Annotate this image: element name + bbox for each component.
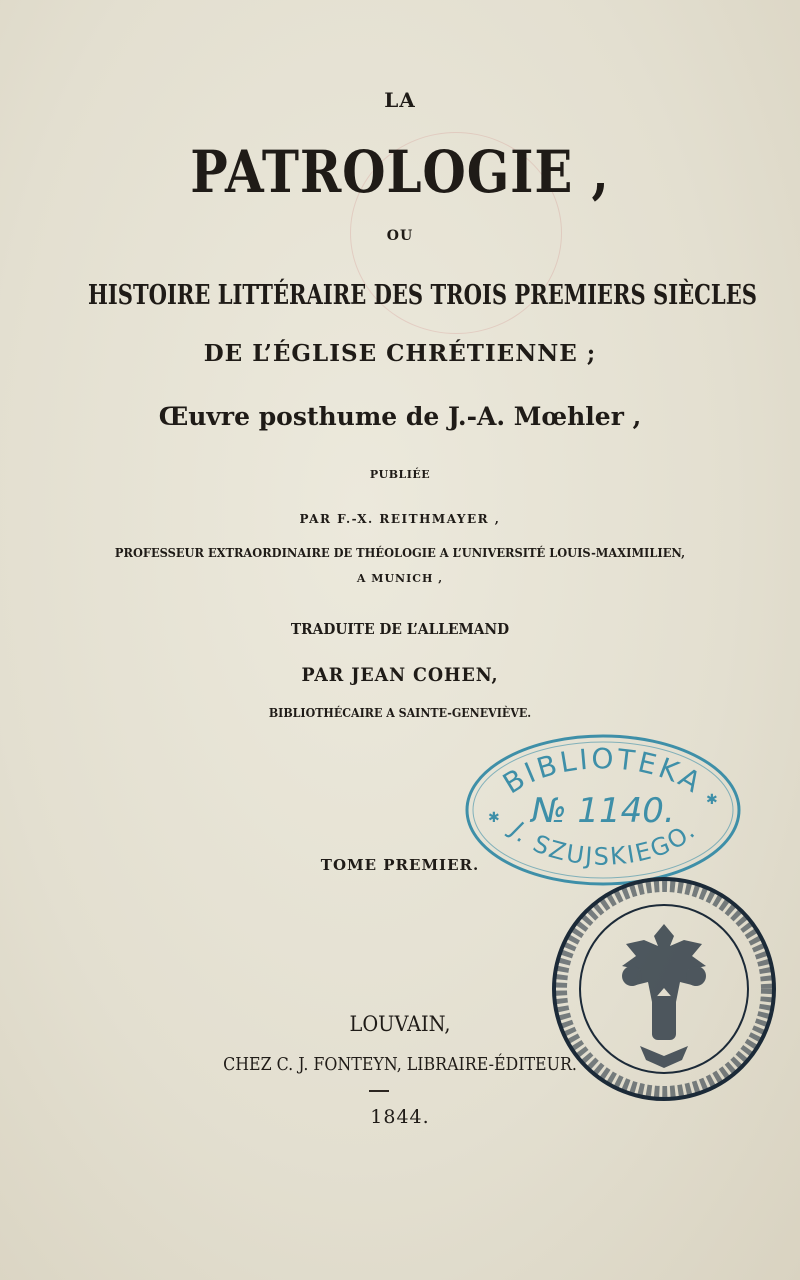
editor-title: PROFESSEUR EXTRAORDINAIRE DE THÉOLOGIE A L’UNIVERSITÉ LOUIS-MAXIMILIEN,: [114, 546, 686, 560]
stamp-star-left: ✱: [488, 810, 500, 826]
translator-role: BIBLIOTHÉCAIRE A SAINTE-GENEVIÈVE.: [268, 706, 532, 720]
stamp-bottom-text: J. SZUJSKIEGO.: [504, 816, 702, 871]
imprint-year: 1844.: [370, 1106, 430, 1128]
imprint-rule: [369, 1090, 389, 1092]
imprint-city: LOUVAIN,: [349, 1012, 451, 1036]
author-line: Œuvre posthume de J.-A. Mœhler ,: [158, 402, 642, 431]
volume-label: TOME PREMIER.: [320, 856, 480, 874]
title-article: LA: [384, 88, 416, 112]
library-round-stamp: [548, 876, 780, 1102]
stamp-star-right: ✱: [706, 792, 718, 808]
conjunction: OU: [386, 228, 414, 244]
editor-line: PAR F.-X. REITHMAYER ,: [299, 512, 501, 526]
subtitle-line-2: DE L’ÉGLISE CHRÉTIENNE ;: [203, 340, 597, 367]
main-title: PATROLOGIE ,: [190, 138, 610, 206]
editor-city: A MUNICH ,: [356, 572, 444, 585]
imprint-publisher: CHEZ C. J. FONTEYN, LIBRAIRE-ÉDITEUR.: [223, 1054, 577, 1075]
translated-label: TRADUITE DE L’ALLEMAND: [290, 620, 510, 638]
eagle-emblem-icon: [622, 924, 706, 1068]
translator-line: PAR JEAN COHEN,: [301, 664, 499, 686]
stamp-top-text: BIBLIOTEKA: [497, 742, 709, 801]
published-label: PUBLIÉE: [369, 468, 431, 481]
stamp-number: № 1140.: [531, 791, 675, 831]
subtitle-line-1: HISTOIRE LITTÉRAIRE DES TROIS PREMIERS SIÈCLES: [88, 280, 757, 311]
library-oval-stamp: [462, 730, 744, 890]
